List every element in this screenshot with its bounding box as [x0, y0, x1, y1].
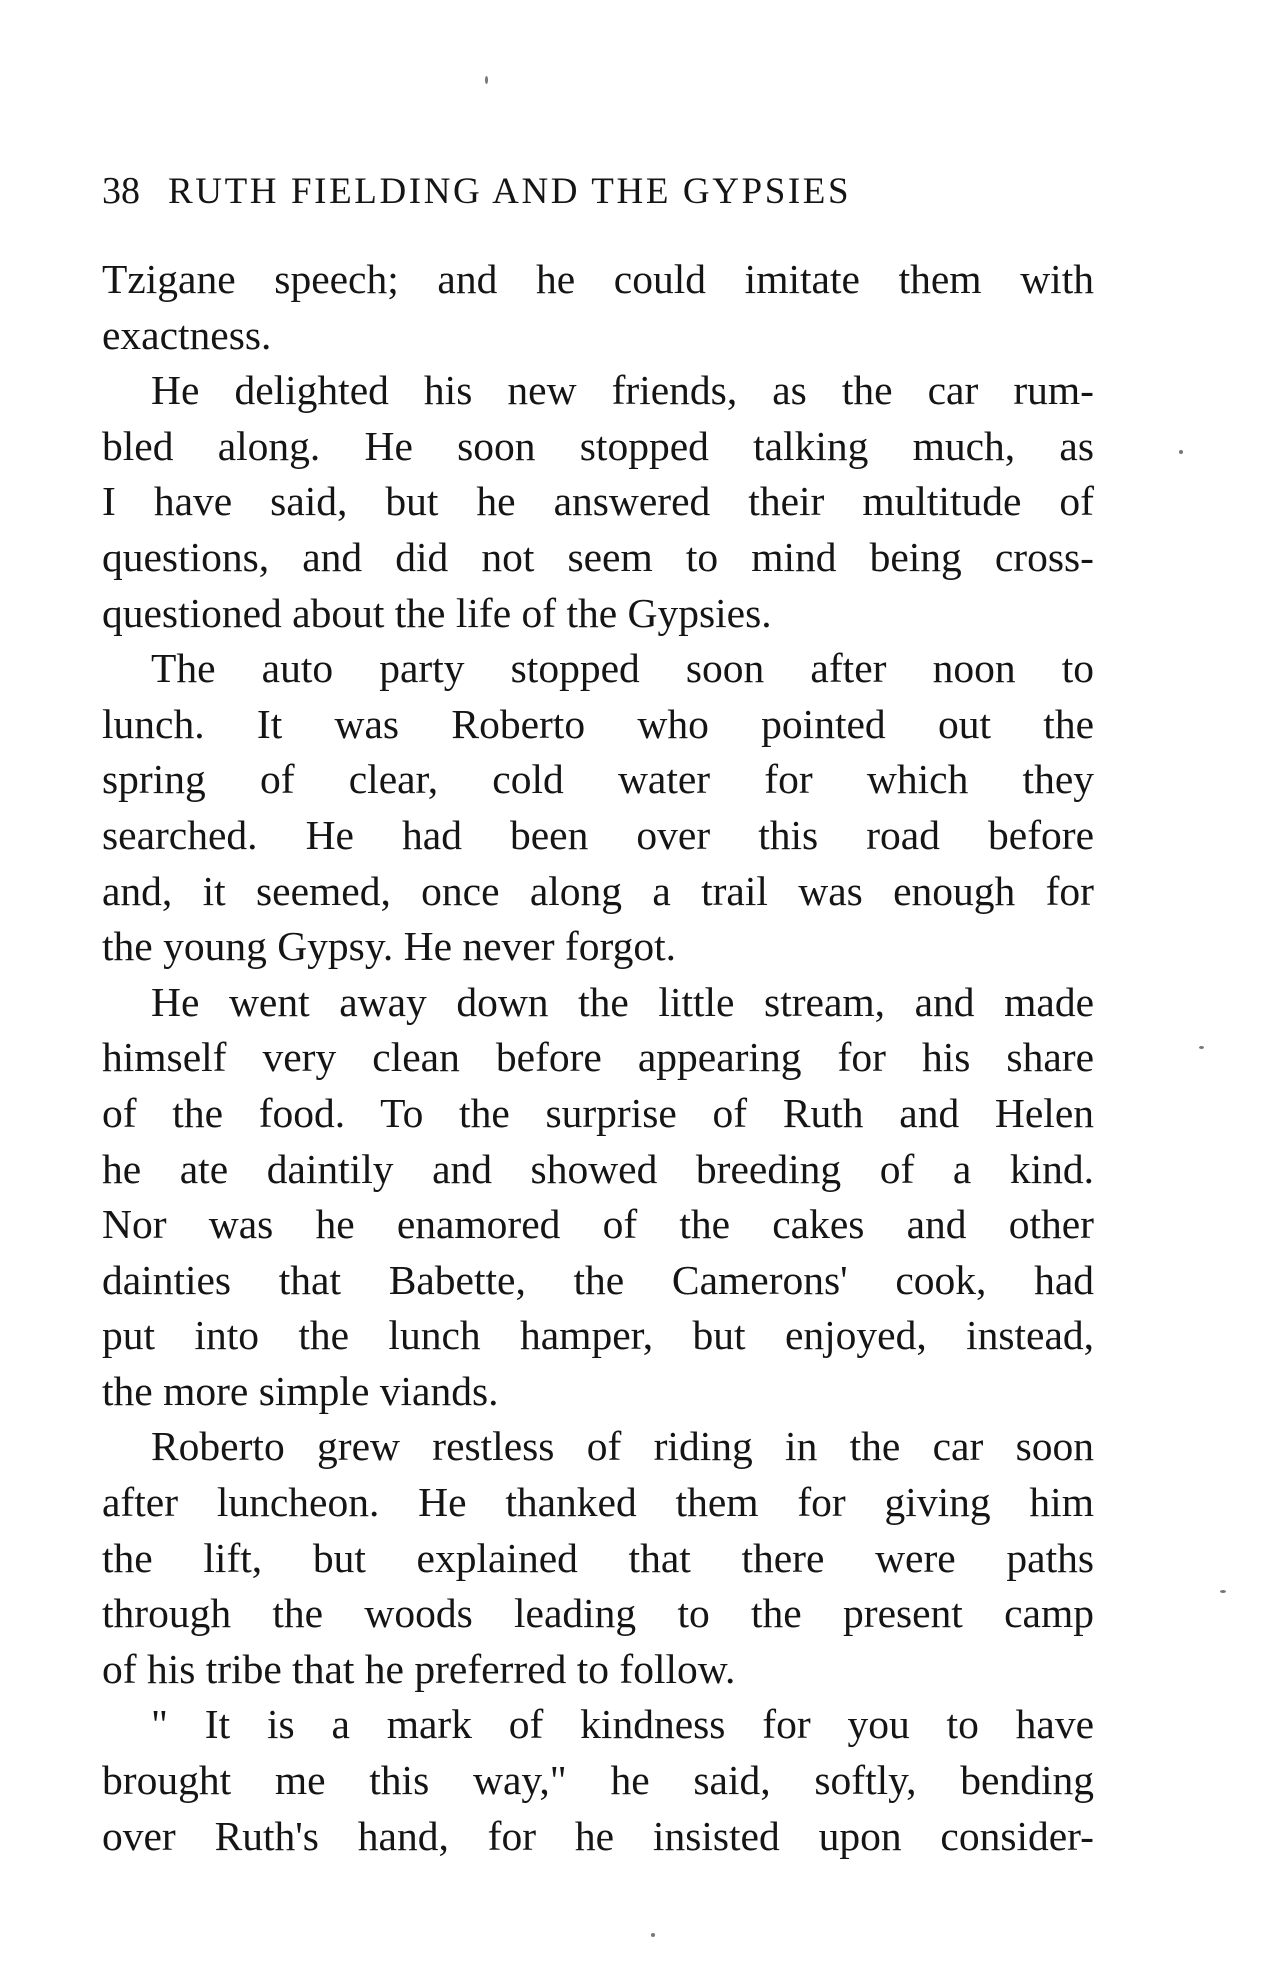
text-line: and, it seemed, once along a trail was enough for — [102, 867, 1094, 914]
text-line: searched. He had been over this road before — [102, 811, 1094, 858]
text-line: of his tribe that he preferred to follow. — [102, 1645, 736, 1692]
text-line: Roberto grew restless of riding in the car soon — [151, 1423, 1094, 1470]
text-line: through the woods leading to the present camp — [102, 1590, 1094, 1637]
text-line: of the food. To the surprise of Ruth and Helen — [102, 1089, 1094, 1136]
text-line: Tzigane speech; and he could imitate them with — [102, 256, 1094, 302]
text-line: spring of clear, cold water for which they — [102, 756, 1094, 803]
text-line: I have said, but he answered their multitude of — [102, 478, 1094, 525]
text-line: put into the lunch hamper, but enjoyed, instead, — [102, 1312, 1094, 1359]
text-line: brought me this way," he said, softly, bending — [102, 1757, 1094, 1804]
running-head — [102, 166, 1102, 216]
text-line: questions, and did not seem to mind being cross- — [102, 533, 1094, 580]
scan-speck — [1179, 450, 1183, 454]
page-number: 38 — [102, 170, 140, 212]
text-line: the lift, but explained that there were paths — [102, 1534, 1094, 1581]
scan-speck — [1199, 1046, 1204, 1049]
text-line: Nor was he enamored of the cakes and other — [102, 1201, 1094, 1248]
text-line: He delighted his new friends, as the car rum- — [151, 367, 1094, 414]
text-line: the more simple viands. — [102, 1367, 499, 1414]
text-line: He went away down the little stream, and made — [151, 978, 1094, 1025]
scan-speck — [1220, 1590, 1226, 1593]
text-line: himself very clean before appearing for his share — [102, 1034, 1094, 1081]
text-line: over Ruth's hand, for he insisted upon consider- — [102, 1812, 1094, 1859]
text-line: lunch. It was Roberto who pointed out the — [102, 700, 1094, 747]
body-text — [102, 252, 1094, 1864]
scan-speck — [651, 1933, 655, 1937]
text-line: " It is a mark of kindness for you to have — [151, 1701, 1094, 1748]
text-line: questioned about the life of the Gypsies. — [102, 589, 772, 636]
text-line: exactness. — [102, 311, 272, 358]
text-line: The auto party stopped soon after noon to — [151, 645, 1094, 692]
text-line: he ate daintily and showed breeding of a kind. — [102, 1145, 1094, 1192]
text-line: bled along. He soon stopped talking much, as — [102, 422, 1094, 469]
scan-speck — [485, 76, 488, 84]
book-title: RUTH FIELDING AND THE GYPSIES — [168, 171, 852, 212]
text-line: dainties that Babette, the Camerons' cook, had — [102, 1256, 1094, 1303]
text-line: the young Gypsy. He never forgot. — [102, 923, 676, 970]
text-line: after luncheon. He thanked them for giving him — [102, 1479, 1094, 1526]
